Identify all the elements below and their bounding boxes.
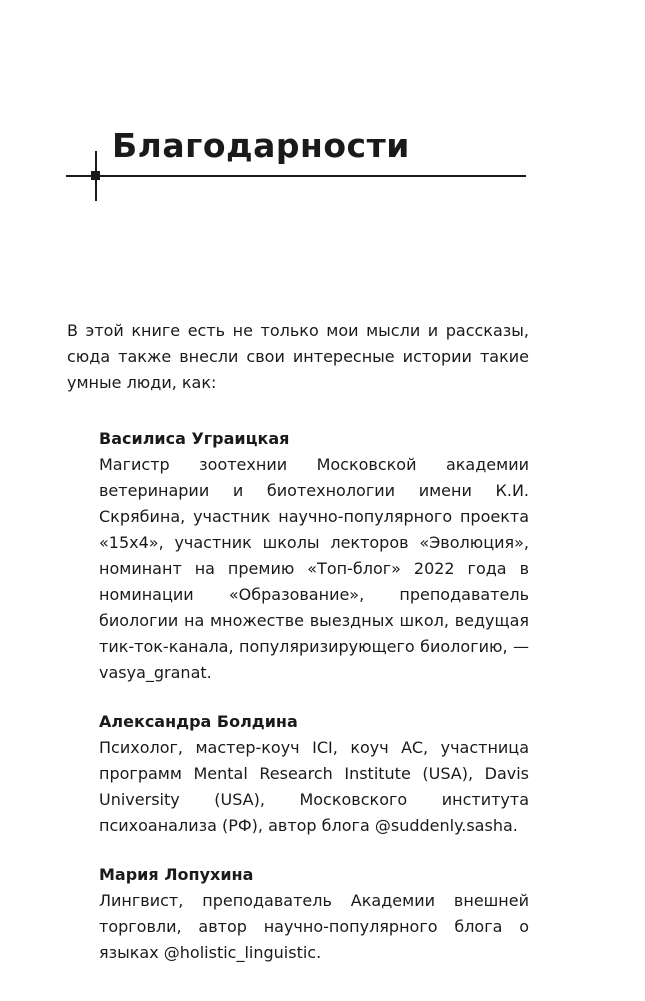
person-name: Александра Болдина [99, 712, 298, 731]
person-name: Василиса Уграицкая [99, 429, 290, 448]
person-entry-boldina [99, 709, 529, 839]
intro-paragraph: В этой книге есть не только мои мысли и рассказы, сюда также внесли свои интересные истории такие умные люди, как: [67, 321, 529, 392]
page-title: Благодарности [112, 126, 410, 165]
title-crosshair-node [91, 171, 100, 180]
page-body [67, 318, 529, 989]
person-description: Психолог, мастер-коуч ICI, коуч AC, участница программ Mental Research Institute (USA), Davis University (USA), Московского института психоанализа (РФ), автор блога @suddenly.sasha. [99, 738, 529, 835]
person-description: Магистр зоотехнии Московской академии ветеринарии и биотехнологии имени К.И. Скрябина, участник научно-популярного проекта «15х4», участник школы лекторов «Эволюция», номинант на премию «Топ-блог» 2022 года в номинации «Образование», преподаватель биологии на множестве выездных школ, ведущая тик-ток-канала, популяризирующего биологию, — vasya_granat. [99, 455, 529, 682]
person-name: Мария Лопухина [99, 865, 254, 884]
person-entry-lopukhina [99, 862, 529, 966]
person-entry-ugraitskaya [99, 426, 529, 686]
title-underline [66, 175, 526, 177]
person-description: Лингвист, преподаватель Академии внешней торговли, автор научно-популярного блога о языках @holistic_linguistic. [99, 891, 529, 962]
